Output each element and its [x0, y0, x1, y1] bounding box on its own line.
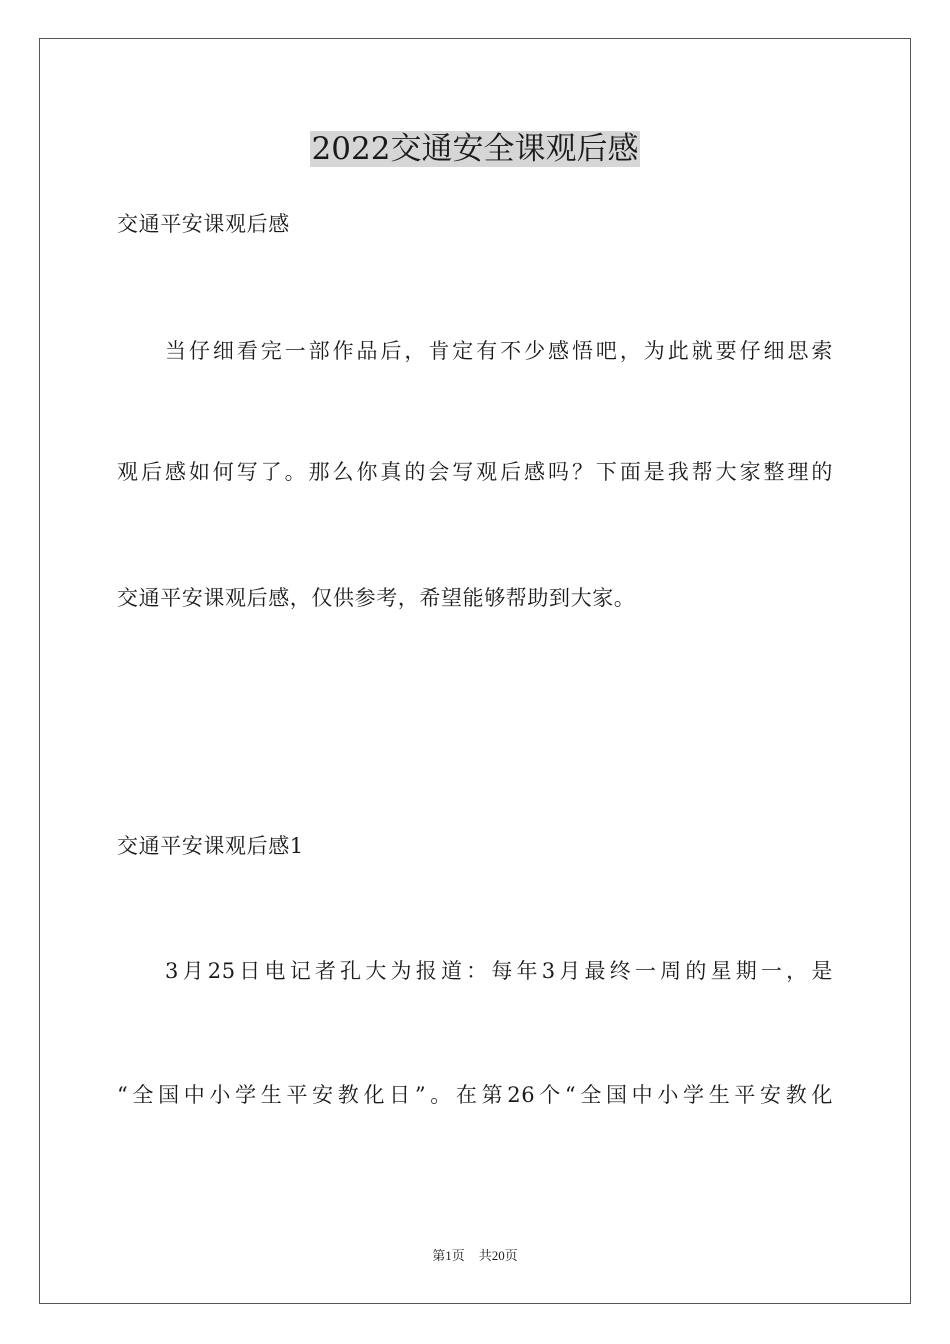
paragraph-line: 3月25日电记者孔大为报道：每年3月最终一周的星期一，是: [165, 959, 833, 983]
subtitle-line: 交通平安课观后感: [117, 212, 290, 236]
paragraph-line: 交通平安课观后感，仅供参考，希望能够帮助到大家。: [117, 586, 636, 610]
page-number: 第1页: [432, 1248, 465, 1263]
paragraph-line: 当仔细看完一部作品后，肯定有不少感悟吧，为此就要仔细思索: [165, 339, 833, 363]
section-heading: 交通平安课观后感1: [117, 834, 304, 858]
page-total: 共20页: [478, 1248, 518, 1263]
page-footer: [0, 1247, 950, 1265]
document-title-text: 2022交通安全课观后感: [311, 131, 639, 167]
paragraph-line: “全国中小学生平安教化日”。在第26个“全国中小学生平安教化: [117, 1083, 833, 1107]
paragraph-line: 观后感如何写了。那么你真的会写观后感吗？下面是我帮大家整理的: [117, 460, 833, 484]
document-title: [0, 127, 950, 171]
